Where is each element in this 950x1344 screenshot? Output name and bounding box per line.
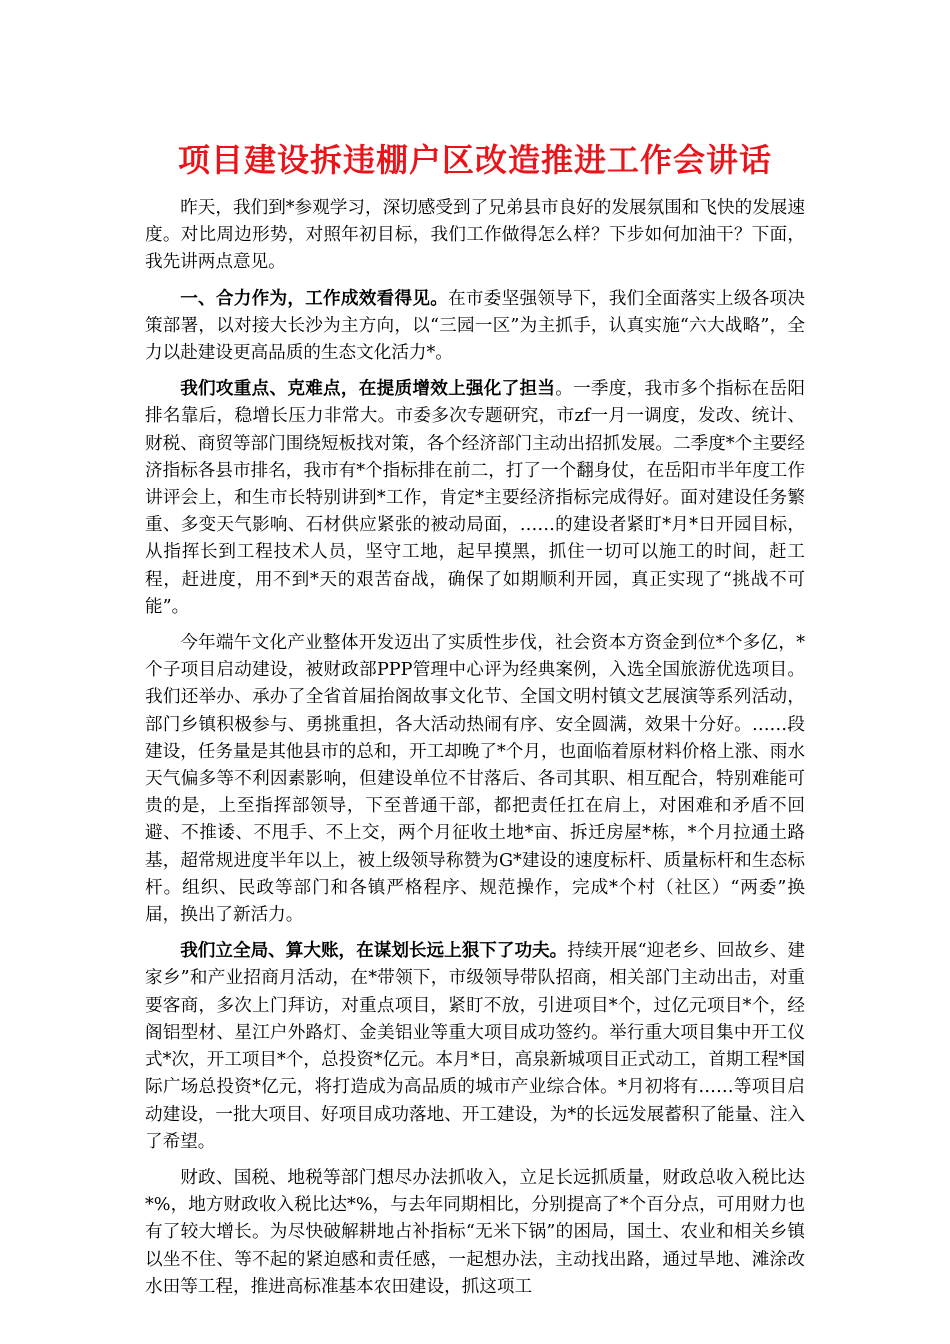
paragraph-text: 今年端午文化产业整体开发迈出了实质性步伐，社会资本方资金到位*个多亿，*个子项目启动建设，被财政部PPP管理中心评为经典案例，入选全国旅游优选项目。我们还举办、承办了全省首届抬阁故事文化节、全国文明村镇文艺展演等系列活动，部门乡镇积极参与、勇挑重担，各大活动热闹有序、安全圆满，效果十分好。……段建设，任务量是其他县市的总和，开工却晚了*个月，也面临着原材料价格上涨、雨水天气偏多等不利因素影响，但建设单位不甘落后、各司其职、相互配合，特别难能可贵的是，上至指挥部领导，下至普通干部，都把责任扛在肩上，对困难和矛盾不回避、不推诿、不甩手、不上交，两个月征收土地*亩、拆迁房屋*栋，*个月拉通土路基，超常规进度半年以上，被上级领导称赞为G*建设的速度标杆、质量标杆和生态标杆。组织、民政等部门和各镇严格程序、规范操作，完成*个村（社区）“两委”换届，换出了新活力。 — [145, 633, 805, 926]
paragraph-text: 。一季度，我市多个指标在岳阳排名靠后，稳增长压力非常大。市委多次专题研究，市zf一月一调度，发改、统计、财税、商贸等部门围绕短板找对策，各个经济部门主动出招抓发展。二季度*个主要经济指标各县市排名，我市有*个指标排在前二，打了一个翻身仗，在岳阳市半年度工作讲评会上，和生市长特别讲到*工作，肯定*主要经济指标完成得好。面对建设任务繁重、多变天气影响、石材供应紧张的被动局面，……的建设者紧盯*月*日开园目标，从指挥长到工程技术人员，坚守工地，起早摸黑，抓住一切可以施工的时间，赶工程，赶进度，用不到*天的艰苦奋战，确保了如期顺利开园，真正实现了“挑战不可能”。 — [145, 379, 805, 617]
paragraph-lead: 我们立全局、算大账，在谋划长远上狠下了功夫。 — [180, 940, 568, 962]
paragraph-text: 持续开展“迎老乡、回故乡、建家乡”和产业招商月活动，在*带领下，市级领导带队招商，相关部门主动出击，对重要客商，多次上门拜访，对重点项目，紧盯不放，引进项目*个，过亿元项目*个，经阁铝型材、星江户外路灯、金美铝业等重大项目成功签约。举行重大项目集中开工仪式*次，开工项目*个，总投资*亿元。本月*日，高泉新城项目正式动工，首期工程*国际广场总投资*亿元，将打造成为高品质的城市产业综合体。*月初将有……等项目启动建设，一批大项目、好项目成功落地、开工建设，为*的长远发展蓄积了能量、注入了希望。 — [145, 941, 805, 1152]
paragraph-1 — [145, 194, 805, 277]
paragraph-text: 财政、国税、地税等部门想尽办法抓收入，立足长远抓质量，财政总收入税比达*%，地方财政收入税比达*%，与去年同期相比，分别提高了*个百分点，可用财力也有了较大增长。为尽快破解耕地占补指标“无米下锅”的困局，国土、农业和相关乡镇以坐不住、等不起的紧迫感和责任感，一起想办法，主动找出路，通过旱地、滩涂改水田等工程，推进高标准基本农田建设，抓这项工 — [145, 1167, 805, 1297]
section-heading-1: 一、合力作为，工作成效看得见。 — [180, 287, 449, 309]
paragraph-text: 昨天，我们到*参观学习，深切感受到了兄弟县市良好的发展氛围和飞快的发展速度。对比周边形势，对照年初目标，我们工作做得怎么样？下步如何加油干？下面，我先讲两点意见。 — [145, 198, 805, 273]
document-page — [145, 138, 805, 1309]
paragraph-5 — [145, 937, 805, 1156]
paragraph-3 — [145, 375, 805, 621]
document-title: 项目建设拆违棚户区改造推进工作会讲话 — [177, 141, 772, 179]
paragraph-6 — [145, 1164, 805, 1301]
paragraph-4 — [145, 629, 805, 929]
paragraph-text: 在市委坚强领导下，我们全面落实上级各项决策部署，以对接大长沙为主方向，以“三园一区”为主抓手，认真实施“六大战略”，全力以赴建设更高品质的生态文化活力*。 — [145, 288, 805, 364]
paragraph-lead: 我们攻重点、克难点，在提质增效上强化了担当 — [180, 378, 556, 400]
paragraph-2 — [145, 285, 805, 368]
